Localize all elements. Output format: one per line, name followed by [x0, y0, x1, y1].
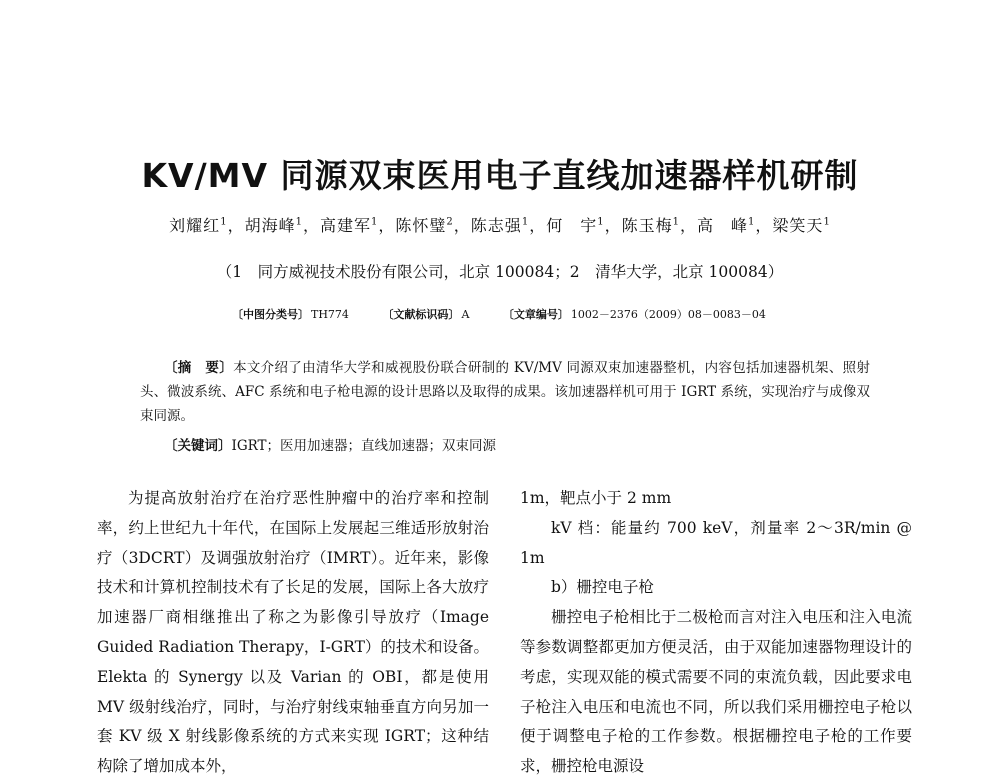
- author: 胡海峰$^1$: [244, 216, 303, 235]
- author: 陈志强$^1$: [470, 216, 530, 235]
- author: 何 宇$^1$: [546, 216, 605, 235]
- doc-code-label: 〔文献标识码〕: [382, 308, 460, 321]
- keywords: [164, 434, 496, 454]
- keywords-label: 〔关键词〕: [164, 438, 232, 454]
- author: 刘耀红$^1$: [169, 216, 228, 235]
- clc-entry: [232, 308, 349, 321]
- abstract: [140, 356, 870, 428]
- author-affiliation-mark: 1: [371, 216, 379, 228]
- intro-paragraph: 为提高放射治疗在治疗恶性肿瘤中的治疗率和控制率，约上世纪九十年代，在国际上发展起三维适形放射治疗（3DCRT）及调强放射治疗（IMRT）。近年来，影像技术和计算机控制技术有了长足的发展，国际上各大放疗加速器厂商相继推出了称之为影像引导放疗（Image Guided Radiation Therapy，I-GRT）的技术和设备。Elekta 的 Synergy 以及 Varian 的 OBI，都是使用 MV 级射线治疗，同时，与治疗射线束轴垂直方向另加一套 KV 级 X 射线影像系统的方式来实现 IGRT；这种结构除了增加成本外，: [97, 489, 489, 776]
- clc-label: 〔中图分类号〕: [232, 308, 309, 321]
- body-right-column: [520, 484, 912, 782]
- keywords-text: IGRT；医用加速器；直线加速器；双束同源: [231, 438, 497, 454]
- author-affiliation-mark: 1: [521, 216, 530, 228]
- author-affiliation-mark: 1: [823, 216, 831, 228]
- affiliation: （1 同方威视技术股份有限公司，北京 100084；2 清华大学，北京 100084）: [216, 263, 784, 281]
- abstract-label: 〔摘 要〕: [164, 360, 234, 376]
- article-no-label: 〔文章编号〕: [502, 308, 569, 321]
- author-affiliation-mark: 1: [597, 216, 605, 228]
- author-affiliation-mark: 1: [220, 216, 228, 228]
- body-left-column: [97, 484, 489, 782]
- author-affiliation-mark: 1: [295, 216, 303, 228]
- spec-line: 1m，靶点小于 2 mm: [520, 489, 672, 507]
- abstract-text: 本文介绍了由清华大学和威视股份联合研制的 KV/MV 同源双束加速器整机，内容包括加速器机架、照射头、微波系统、AFC 系统和电子枪电源的设计思路以及取得的成果。该加速器样机可用于 IGRT 系统，实现治疗与成像双束同源。: [140, 360, 870, 424]
- author-affiliation-mark: 2: [446, 216, 454, 228]
- author-affiliation-mark: 1: [748, 216, 756, 228]
- doc-code-value: A: [461, 308, 470, 321]
- clc-value: TH774: [311, 308, 349, 321]
- author-list: 刘耀红$^1$，胡海峰$^1$，高建军$^1$，陈怀璧$^2$，陈志强$^1$，何 宇$^1$，陈玉梅$^1$，高 峰$^1$，梁笑天$^1$: [169, 216, 831, 235]
- kv-spec: kV 档：能量约 700 keV，剂量率 2～3R/min @ 1m: [520, 518, 912, 567]
- gun-paragraph: 栅控电子枪相比于二极枪而言对注入电压和注入电流等参数调整都更加方便灵活，由于双能加速器物理设计的考虑，实现双能的模式需要不同的束流负载，因此要求电子枪注入电压和电流也不同，所以我们采用栅控电子枪以便于调整电子枪的工作参数。根据栅控电子枪的工作要求，栅控枪电源设: [520, 608, 912, 776]
- author: 高 峰$^1$: [697, 216, 756, 235]
- article-no-entry: [503, 308, 766, 321]
- author: 陈玉梅$^1$: [621, 216, 680, 235]
- classification-line: [232, 306, 796, 322]
- author-affiliation-mark: 1: [672, 216, 680, 228]
- paper-title: KV/MV 同源双束医用电子直线加速器样机研制: [141, 156, 859, 195]
- section-heading: b）栅控电子枪: [551, 578, 654, 597]
- author: 梁笑天$^1$: [772, 216, 831, 235]
- doc-code-entry: [382, 308, 469, 321]
- author: 高建军$^1$: [319, 216, 379, 235]
- author: 陈怀璧$^2$: [395, 216, 454, 235]
- article-no-value: 1002－2376（2009）08－0083－04: [570, 308, 766, 321]
